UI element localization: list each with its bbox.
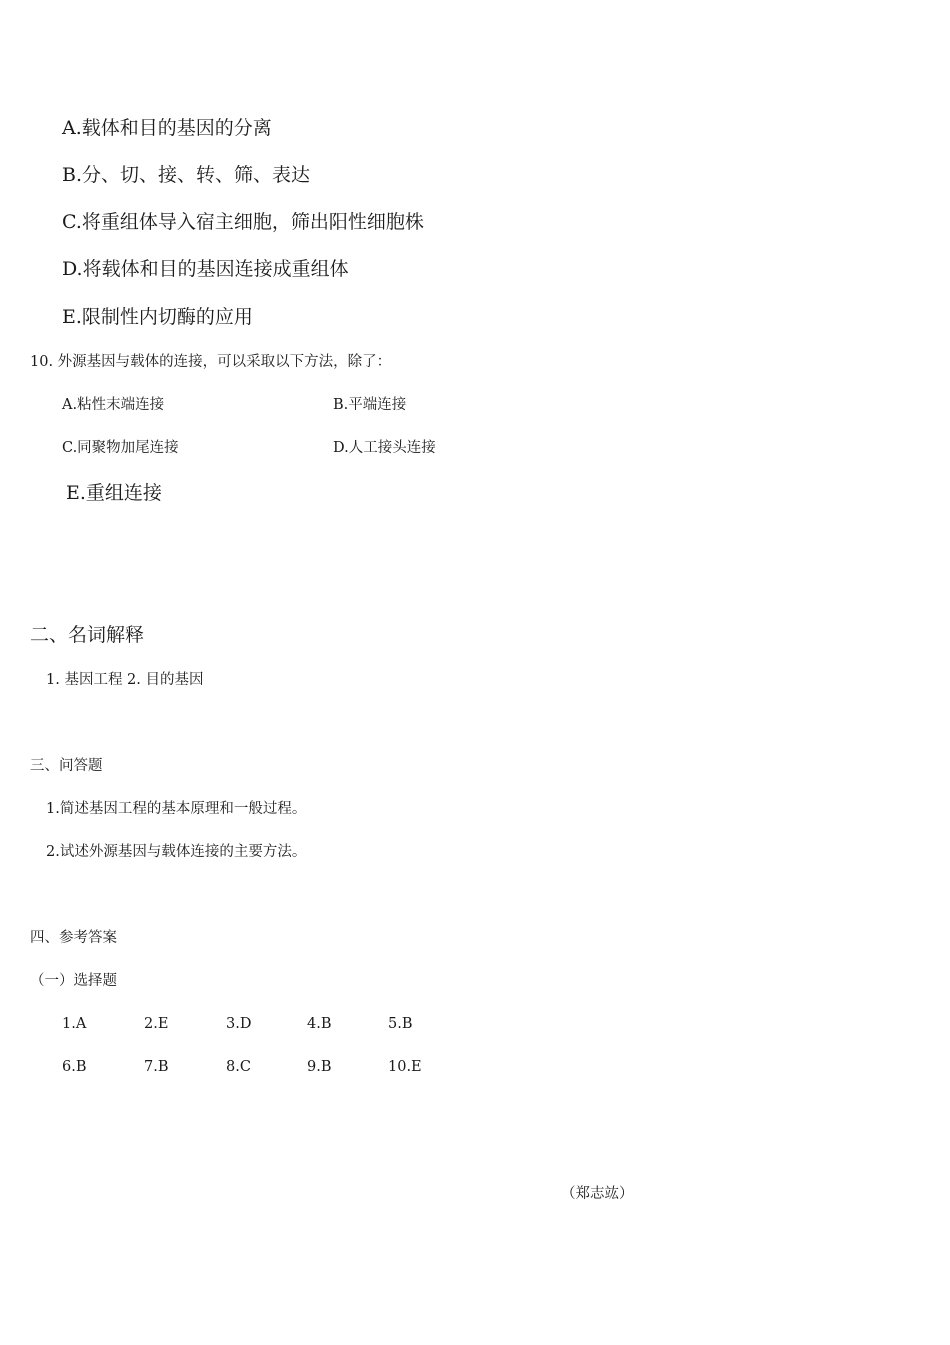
q10-option-b: B.平端连接 [333,397,407,413]
q10-option-d: D.人工接头连接 [333,440,436,456]
answer-5: 5.B [388,1016,413,1032]
q10-option-c: C.同聚物加尾连接 [62,440,179,456]
q10-option-a: A.粘性末端连接 [62,397,165,413]
q9-option-c: C.将重组体导入宿主细胞，筛出阳性细胞株 [62,211,424,233]
q10-option-e: E.重组连接 [66,482,162,504]
section3-question-2: 2.试述外源基因与载体连接的主要方法。 [46,844,307,860]
answer-4: 4.B [307,1016,332,1032]
answer-9: 9.B [307,1059,332,1075]
answer-3: 3.D [226,1016,252,1032]
section2-heading: 二、名词解释 [30,624,145,646]
q9-option-b: B.分、切、接、转、筛、表达 [62,164,311,186]
answer-1: 1.A [62,1016,87,1032]
q9-option-a: A.载体和目的基因的分离 [62,117,272,139]
section2-terms: 1. 基因工程 2. 目的基因 [46,672,204,688]
answer-2: 2.E [144,1016,169,1032]
section3-heading: 三、问答题 [30,758,103,774]
section4-subheading: （一）选择题 [30,973,117,989]
section3-question-1: 1.简述基因工程的基本原理和一般过程。 [46,801,307,817]
answer-8: 8.C [226,1059,251,1075]
q9-option-e: E.限制性内切酶的应用 [62,306,253,328]
answer-7: 7.B [144,1059,169,1075]
answer-10: 10.E [388,1059,422,1075]
author-attribution: （郑志竑） [561,1186,634,1202]
answer-6: 6.B [62,1059,87,1075]
q10-stem: 10. 外源基因与载体的连接，可以采取以下方法，除了： [30,354,392,370]
section4-heading: 四、参考答案 [30,930,117,946]
q9-option-d: D.将载体和目的基因连接成重组体 [62,258,349,280]
